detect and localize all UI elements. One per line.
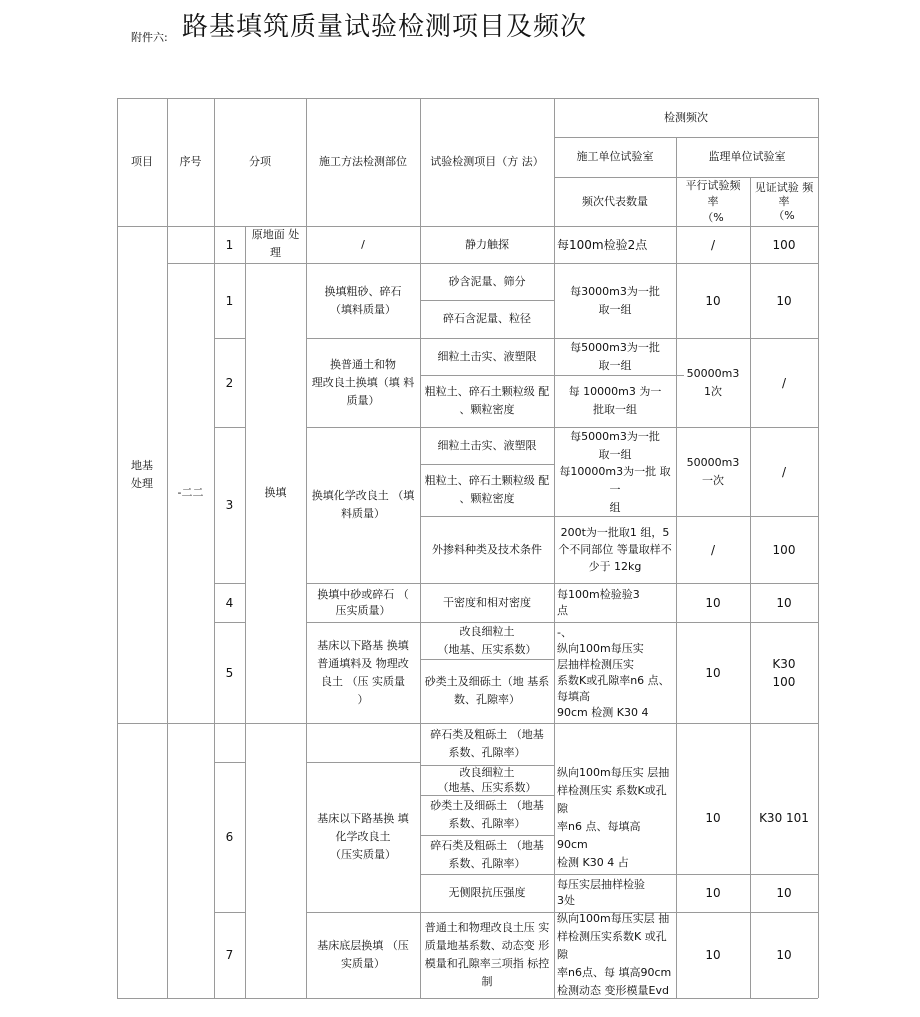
table-row-method: 换普通土和物 理改良土换填（填 料 质量） [311,357,415,407]
attachment-label: 附件六: [131,31,168,44]
table-row-qty: 每5000m3为一批 取一组 [570,340,660,372]
table-row-method: 原地面 处理 [251,228,300,259]
table-row-qty: 每3000m3为一批 取一组 [570,284,660,316]
table-row-parallel: 10 [705,811,721,825]
table-row-test: 外掺料种类及技术条件 [432,542,542,556]
table-row-test: 普通土和物理改良土压 实 质量地基系数、动态变 形 模量和孔隙率三项指 标控 制 [424,921,550,988]
table-row-test: 细粒土击实、液塑限 [437,349,537,363]
header-test: 试验检测项目（方 法） [430,155,544,168]
table-row-seq: 7 [225,948,234,962]
table-row-parallel: 10 [705,293,721,308]
table-row-method: 基床以下路基换 填 化学改良土 （压实质量） [317,812,409,861]
table-row-qty: 每5000m3为一批 取一组 [570,429,660,461]
table-row-test: 碎石类及粗砾土 （地基 系数、孔隙率） [430,838,544,870]
section-replace: 换填 [264,486,287,499]
table-row-witness: 100 [772,542,796,557]
table-row-parallel: 10 [705,886,721,900]
table-row-method: 换填化学改良土 （填 料质量） [311,489,415,520]
table-row-witness: 100 [772,237,796,252]
table-row-parallel: 10 [705,948,721,962]
table-row-test: 改良细粒土 （地基、压实系数） [437,766,537,794]
table-row-witness: K30 100 [772,656,796,689]
header-witness-rate: 见证试验 频 率 （% [754,180,814,222]
table-row-seq: 4 [225,595,234,610]
header-supervisor-lab: 监理单位试验室 [708,150,786,163]
table-row-qty: 每100m检验2点 [557,237,648,252]
table-row-witness: 10 [776,948,792,962]
table-row-witness: 10 [776,595,792,610]
table-row-method: 换填粗砂、碎石 （填料质量） [324,284,402,316]
table-row-witness: K30 101 [759,811,809,825]
table-row-qty: 每100m检验验3 点 [557,587,640,617]
table-row-parallel: 50000m3 1次 [686,366,740,398]
table-row-seq: 1 [225,293,234,308]
table-row-parallel: 10 [705,665,721,680]
table-row-seq: 5 [225,665,234,680]
document-title: 路基填筑质量试验检测项目及频次 [182,12,588,42]
table-row-test: 粗粒土、碎石土颗粒级 配 、颗粒密度 [424,385,550,416]
table-row-qty: 每10000m3为一批 取一 组 [559,465,671,514]
table-row-witness: / [781,375,787,390]
table-row-witness: 10 [776,886,792,900]
header-item: 项目 [131,155,153,168]
table-row-seq: 3 [225,498,234,512]
table-row-test: 碎石类及粗砾土 （地基 系数、孔隙率） [430,728,544,759]
table-row-seq: 2 [225,375,234,390]
table-row-test: 改良细粒土 （地基、压实系数） [437,624,537,656]
table-row-test: 粗粒土、碎石土颗粒级 配 、颗粒密度 [424,474,550,505]
table-row-parallel: 10 [705,595,721,610]
table-row-method: 基床底层换填 （压 实质量） [317,939,409,970]
table-row-test: 砂含泥量、筛分 [448,274,526,288]
header-method: 施工方法检测部位 [319,155,407,168]
table-row-method: 基床以下路基 换填 普通填料及 物理改 良土 （压 实质量 ） [317,638,409,706]
table-row-parallel: / [710,237,716,252]
table-row-qty: 每 10000m3 为一 批取一组 [568,385,662,416]
table-row-test: 无侧限抗压强度 [448,886,526,899]
section-foundation: 地基 处理 [131,458,153,490]
table-row-test: 砂类土及细砾土 （地基 系数、孔隙率） [430,799,544,830]
table-row-qty: -、 纵向100m每压实 层抽样检测压实 系数K或孔隙率n6 点、 每填高 90cm 检测 K30 4 [557,625,670,719]
table-row-qty: 纵向100m每压实 层抽 样检测压实 系数K或孔隙 率n6 点、每填高 90cm 检测 K30 4 占 [557,766,670,869]
table-row-test: 碎石含泥量、粒径 [443,312,531,325]
header-sub: 分项 [249,155,271,168]
table-row-test: 细粒土击实、液塑限 [437,438,537,452]
header-contractor-lab: 施工单位试验室 [576,150,654,163]
header-seq: 序号 [179,155,202,168]
header-frequency: 检测频次 [664,110,708,124]
table-row-parallel: 50000m3 一次 [686,455,740,487]
table-row-qty: 每压实层抽样检验 3处 [557,878,645,907]
table-row-parallel: / [710,542,716,557]
table-row-test: 静力触探 [465,237,509,251]
table-row-witness: / [781,464,787,479]
table-row-part: / [361,237,365,251]
table-row-seq: 6 [225,830,234,844]
table-row-qty: 200t为一批取1 组，5 个不同部位 等量取样不 少于 12kg [558,526,672,573]
table-row-test: 干密度和相对密度 [443,595,531,609]
table-row-method: 换填中砂或碎石 （ 压实质量） [317,587,409,617]
table-row-witness: 10 [776,293,792,308]
section-group-mark: -二二 [177,486,204,499]
table-row-seq: 1 [225,237,234,252]
table-row-test: 砂类土及细砾土（地 基系 数、孔隙率） [424,675,550,706]
header-parallel-rate: 平行试验频 率 （% [685,178,741,224]
table-row-qty: 纵向100m每压实层 抽 样检测压实系数K 或孔隙 率n6点、每 填高90cm 检测动态 变形模量Evd [557,912,672,997]
header-quantity: 频次代表数量 [582,194,648,208]
